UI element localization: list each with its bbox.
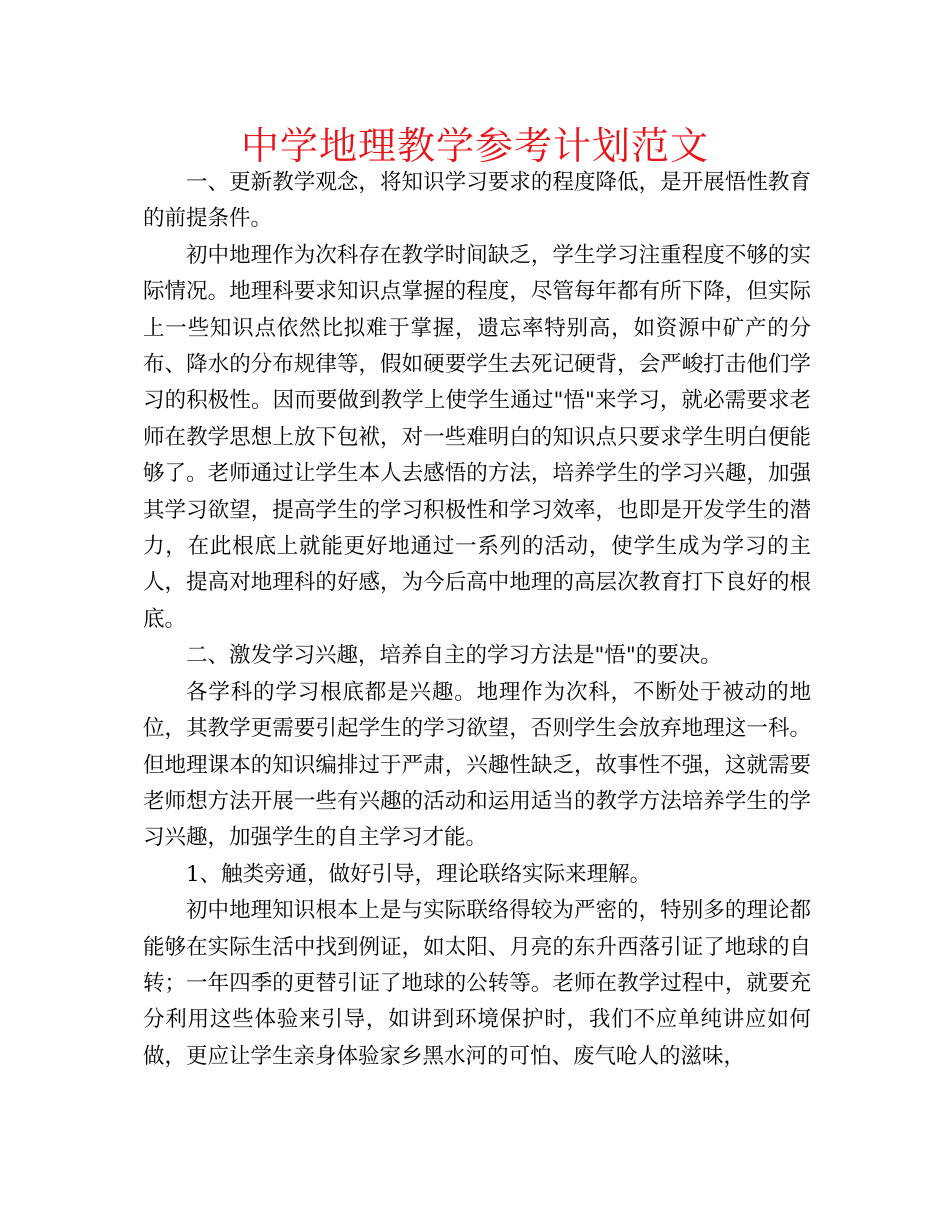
document-title: 中学地理教学参考计划范文 <box>240 124 709 168</box>
paragraph-subsection-one-heading: 1、触类旁通，做好引导，理论联络实际来理解。 <box>186 861 652 887</box>
paragraph-section-one-body: 初中地理作为次科存在教学时间缺乏，学生学习注重程度不够的实际情况。地理科要求知识点掌握的程度，尽管每年都有所下降，但实际上一些知识点依然比拟难于掌握，遗忘率特别高，如资源中矿产的分布、降水的分布规律等，假如硬要学生去死记硬背，会严峻打击他们学习的积极性。因而要做到教学上使学生通过"悟"来学习，就必需要求老师在教学思想上放下包袱，对一些难明白的知识点只要求学生明白便能够了。老师通过让学生本人去感悟的方法，培养学生的学习兴趣，加强其学习欲望，提高学生的学习积极性和学习效率，也即是开发学生的潜力，在此根底上就能更好地通过一系列的活动，使学生成为学习的主人，提高对地理科的好感，为今后高中地理的高层次教育打下良好的根底。 <box>143 242 811 632</box>
paragraph-section-two-body: 各学科的学习根底都是兴趣。地理作为次科，不断处于被动的地位，其教学更需要引起学生的学习欲望，否则学生会放弃地理这一科。但地理课本的知识编排过于严肃，兴趣性缺乏，故事性不强，这就需要老师想方法开展一些有兴趣的活动和运用适当的教学方法培养学生的学习兴趣，加强学生的自主学习才能。 <box>143 679 811 851</box>
paragraph-section-one-heading: 一、更新教学观念，将知识学习要求的程度降低，是开展悟性教育的前提条件。 <box>143 170 811 232</box>
paragraph-subsection-one-body: 初中地理知识根本上是与实际联络得较为严密的，特别多的理论都能够在实际生活中找到例证，如太阳、月亮的东升西落引证了地球的自转；一年四季的更替引证了地球的公转等。老师在教学过程中，就要充分利用这些体验来引导，如讲到环境保护时，我们不应单纯讲应如何做，更应让学生亲身体验家乡黑水河的可怕、废气呛人的滋味， <box>143 898 811 1069</box>
paragraph-section-two-heading: 二、激发学习兴趣，培养自主的学习方法是"悟"的要决。 <box>186 643 722 669</box>
document-body <box>143 165 811 1075</box>
